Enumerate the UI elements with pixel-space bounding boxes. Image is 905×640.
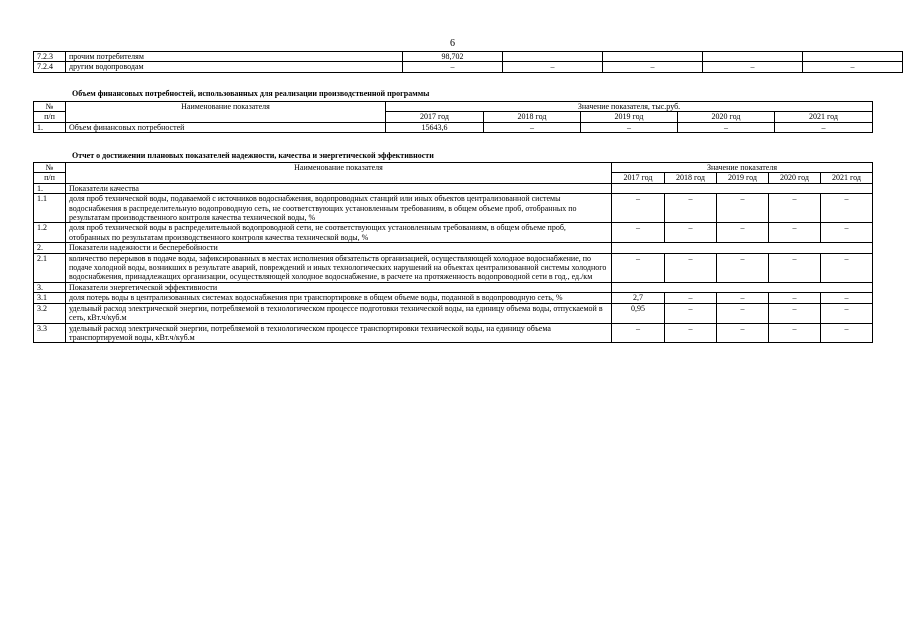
row-name: удельный расход электрической энергии, потребляемой в технологическом процессе транспортировки технической воды, на единицу объема транспортируемой воды, кВт.ч/куб.м <box>66 323 612 343</box>
row-number: 2.1 <box>34 253 66 282</box>
year-header: 2018 год <box>484 112 581 122</box>
year-header: 2018 год <box>665 173 717 183</box>
table-row <box>34 62 903 72</box>
table-row <box>34 303 873 323</box>
value-cell: – <box>665 253 717 282</box>
page-number: 6 <box>450 38 455 49</box>
value-cell: – <box>769 303 821 323</box>
col-name-header: Наименование показателя <box>66 102 386 123</box>
value-cell <box>703 52 803 62</box>
row-name: другим водопроводам <box>66 62 403 72</box>
row-number: 3.2 <box>34 303 66 323</box>
indicators-report-table <box>33 162 873 343</box>
value-cell: – <box>612 194 665 223</box>
row-name: прочим потребителям <box>66 52 403 62</box>
header-row <box>34 102 873 112</box>
empty-cell <box>612 243 873 253</box>
section-row <box>34 243 873 253</box>
value-cell: – <box>403 62 503 72</box>
value-cell: 2,7 <box>612 293 665 303</box>
value-cell: – <box>717 253 769 282</box>
col-name-header: Наименование показателя <box>66 163 612 184</box>
row-name: количество перерывов в подаче воды, зафиксированных в местах исполнения обязательств организацией, осуществляющей холодное водоснабжение, по подаче холодной воды, возникших в результате аварий, повреждений и иных технологических нарушений на объектах централизованной системы холодного водоснабжения, принадлежащих организации, осуществляющей холодное водоснабжение, в расчете на протяженность водопроводной сети в год., ед./км <box>66 253 612 282</box>
value-cell: – <box>769 253 821 282</box>
section-name: Показатели надежности и бесперебойности <box>66 243 612 253</box>
value-cell: – <box>769 323 821 343</box>
value-cell: – <box>717 323 769 343</box>
value-cell: – <box>703 62 803 72</box>
value-cell: – <box>503 62 603 72</box>
value-cell: – <box>821 303 873 323</box>
value-cell: – <box>581 122 678 132</box>
year-header: 2020 год <box>678 112 775 122</box>
value-cell: – <box>769 194 821 223</box>
year-header: 2017 год <box>386 112 484 122</box>
row-number: 3.1 <box>34 293 66 303</box>
year-header: 2019 год <box>717 173 769 183</box>
row-name: доля проб технической воды в распределительной водопроводной сети, не соответствующих установленным требованиям, в общем объеме проб, отобранных по результатам производственного контроля качества технической воды, % <box>66 223 612 243</box>
financial-needs-title: Объем финансовых потребностей, использованных для реализации производственной программы <box>72 89 430 98</box>
value-cell: – <box>717 303 769 323</box>
col-num-header: п/п <box>34 112 66 122</box>
value-cell: – <box>665 293 717 303</box>
value-cell <box>503 52 603 62</box>
table-row <box>34 122 873 132</box>
value-cell: – <box>612 323 665 343</box>
table-row <box>34 253 873 282</box>
row-number: 7.2.4 <box>34 62 66 72</box>
row-number: 1. <box>34 122 66 132</box>
year-header: 2019 год <box>581 112 678 122</box>
empty-cell <box>612 183 873 193</box>
row-name: удельный расход электрической энергии, потребляемой в технологическом процессе подготовки технической воды, на единицу объема воды, отпускаемой в сеть, кВт.ч/куб.м <box>66 303 612 323</box>
row-number: 2. <box>34 243 66 253</box>
value-cell: – <box>821 293 873 303</box>
col-value-header: Значение показателя <box>612 163 873 173</box>
value-cell: – <box>821 253 873 282</box>
value-cell <box>603 52 703 62</box>
value-cell <box>803 52 903 62</box>
row-number: 1.2 <box>34 223 66 243</box>
value-cell: – <box>612 253 665 282</box>
col-num-header: № <box>34 163 66 173</box>
header-row <box>34 163 873 173</box>
section-row <box>34 282 873 292</box>
table-row <box>34 223 873 243</box>
section-name: Показатели качества <box>66 183 612 193</box>
indicators-report-title: Отчет о достижении плановых показателей надежности, качества и энергетической эффективности <box>72 151 434 160</box>
value-cell: – <box>821 194 873 223</box>
row-number: 7.2.3 <box>34 52 66 62</box>
section-row <box>34 183 873 193</box>
value-cell: – <box>775 122 873 132</box>
year-header: 2020 год <box>769 173 821 183</box>
empty-cell <box>612 282 873 292</box>
row-name: Объем финансовых потребностей <box>66 122 386 132</box>
col-num-header: п/п <box>34 173 66 183</box>
value-cell: – <box>603 62 703 72</box>
value-cell: – <box>665 323 717 343</box>
row-number: 3. <box>34 282 66 292</box>
value-cell: – <box>803 62 903 72</box>
row-name: доля проб технической воды, подаваемой с источников водоснабжения, водопроводных станций или иных объектов централизованной системы водоснабжения в распределительную водопроводную сеть, не соответствующих установленным требованиям, в общем объеме проб, отобранных по результатам производственного контроля качества технической воды, % <box>66 194 612 223</box>
table-row <box>34 52 903 62</box>
value-cell: – <box>717 293 769 303</box>
table-row <box>34 194 873 223</box>
financial-needs-table <box>33 101 873 133</box>
value-cell: – <box>665 194 717 223</box>
row-number: 1. <box>34 183 66 193</box>
col-value-header: Значение показателя, тыс.руб. <box>386 102 873 112</box>
value-cell: 0,95 <box>612 303 665 323</box>
value-cell: – <box>678 122 775 132</box>
row-number: 1.1 <box>34 194 66 223</box>
consumers-table <box>33 51 903 73</box>
table-row <box>34 323 873 343</box>
value-cell: – <box>821 323 873 343</box>
row-number: 3.3 <box>34 323 66 343</box>
table-row <box>34 293 873 303</box>
year-header: 2021 год <box>775 112 873 122</box>
value-cell: – <box>665 223 717 243</box>
value-cell: 98,702 <box>403 52 503 62</box>
section-name: Показатели энергетической эффективности <box>66 282 612 292</box>
value-cell: 15643,6 <box>386 122 484 132</box>
value-cell: – <box>612 223 665 243</box>
value-cell: – <box>769 223 821 243</box>
year-header: 2021 год <box>821 173 873 183</box>
col-num-header: № <box>34 102 66 112</box>
value-cell: – <box>665 303 717 323</box>
value-cell: – <box>717 223 769 243</box>
row-name: доля потерь воды в централизованных системах водоснабжения при транспортировке в общем объеме воды, поданной в водопроводную сеть, % <box>66 293 612 303</box>
year-header: 2017 год <box>612 173 665 183</box>
value-cell: – <box>484 122 581 132</box>
value-cell: – <box>769 293 821 303</box>
value-cell: – <box>717 194 769 223</box>
value-cell: – <box>821 223 873 243</box>
